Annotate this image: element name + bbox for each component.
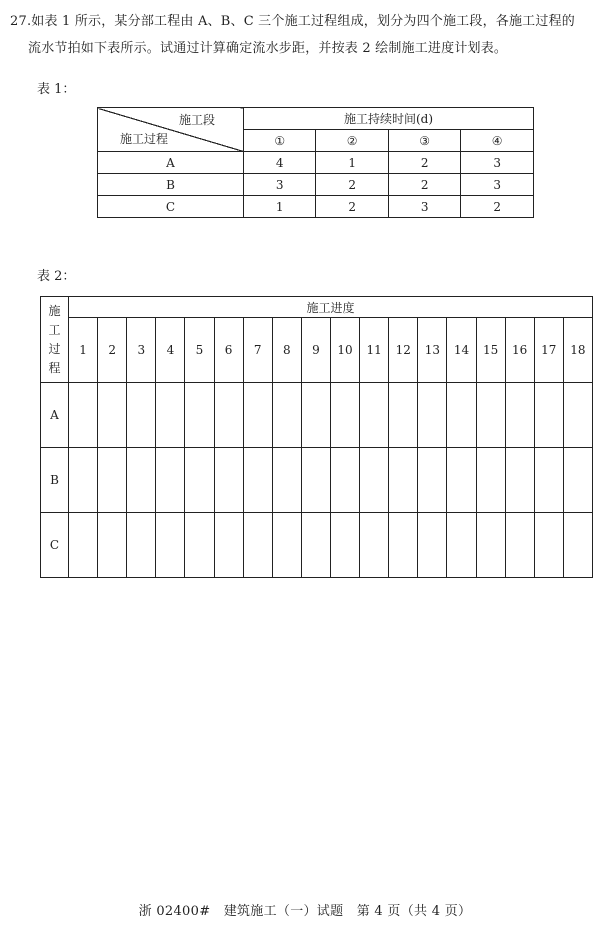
table2-cell[interactable] (330, 513, 359, 578)
table2-process: A (41, 383, 69, 448)
table2-cell[interactable] (185, 383, 214, 448)
table2-day-header: 12 (389, 318, 418, 383)
table2-cell[interactable] (447, 383, 476, 448)
table2-process: B (41, 448, 69, 513)
table1-segment: ③ (388, 130, 460, 152)
table2-cell[interactable] (98, 513, 127, 578)
page-footer: 浙 02400# 建筑施工（一）试题 第 4 页（共 4 页） (138, 904, 472, 919)
table2-cell[interactable] (214, 383, 243, 448)
table2-day-header: 10 (330, 318, 359, 383)
table2-day-header: 13 (418, 318, 447, 383)
table1-process: B (98, 174, 244, 196)
table1-duration-header: 施工持续时间(d) (244, 108, 534, 130)
table2-cell[interactable] (389, 513, 418, 578)
table2-cell[interactable] (301, 448, 330, 513)
table2-process: C (41, 513, 69, 578)
table2-cell[interactable] (476, 383, 505, 448)
table2-cell[interactable] (272, 383, 301, 448)
table2-cell[interactable] (360, 513, 389, 578)
table2-day-header: 11 (360, 318, 389, 383)
table2-process-header-char: 施 (48, 303, 61, 318)
table2-day-header: 5 (185, 318, 214, 383)
table2-cell[interactable] (505, 448, 534, 513)
table2-cell[interactable] (330, 448, 359, 513)
table2-cell[interactable] (69, 513, 98, 578)
table1-cell: 2 (388, 152, 460, 174)
table2-cell[interactable] (505, 383, 534, 448)
table1-segment: ② (316, 130, 388, 152)
table2-cell[interactable] (476, 513, 505, 578)
table1-cell: 3 (388, 196, 460, 218)
table2-cell[interactable] (272, 513, 301, 578)
table2-cell[interactable] (534, 513, 563, 578)
table2-cell[interactable] (330, 383, 359, 448)
table2-cell[interactable] (272, 448, 301, 513)
table2-cell[interactable] (563, 383, 592, 448)
table2-cell[interactable] (69, 448, 98, 513)
table2-cell[interactable] (505, 513, 534, 578)
table2-cell[interactable] (127, 513, 156, 578)
table2-day-header: 6 (214, 318, 243, 383)
table2-cell[interactable] (534, 448, 563, 513)
table2-day-header: 8 (272, 318, 301, 383)
table2 (40, 296, 593, 578)
table1-corner-cell (98, 108, 244, 152)
table1-cell: 2 (388, 174, 460, 196)
table2-cell[interactable] (243, 383, 272, 448)
table2-caption: 表 2： (37, 269, 76, 284)
table2-cell[interactable] (127, 448, 156, 513)
table2-day-header: 16 (505, 318, 534, 383)
table1-cell: 2 (316, 196, 388, 218)
table2-cell[interactable] (156, 448, 185, 513)
question-line-1 (10, 8, 602, 35)
table2-day-header: 7 (243, 318, 272, 383)
table2-day-header: 14 (447, 318, 476, 383)
question-line-1-text: 如表 1 所示，某分部工程由 A、B、C 三个施工过程组成，划分为四个施工段，各施工过程的 (31, 14, 575, 29)
table2-process-header-char: 过 (48, 341, 61, 356)
table2-day-header: 3 (127, 318, 156, 383)
table2-cell[interactable] (185, 513, 214, 578)
table2-progress-header: 施工进度 (69, 297, 593, 318)
table1-segment: ④ (461, 130, 534, 152)
table2-day-header: 2 (98, 318, 127, 383)
table2-cell[interactable] (563, 513, 592, 578)
question-line-2: 流水节拍如下表所示。试通过计算确定流水步距，并按表 2 绘制施工进度计划表。 (28, 41, 508, 56)
table2-cell[interactable] (418, 448, 447, 513)
table1-cell: 2 (316, 174, 388, 196)
table2-cell[interactable] (69, 383, 98, 448)
table2-cell[interactable] (534, 383, 563, 448)
table2-day-header: 9 (301, 318, 330, 383)
table1-caption: 表 1： (37, 82, 76, 97)
table2-cell[interactable] (185, 448, 214, 513)
table1-cell: 3 (244, 174, 316, 196)
table2-cell[interactable] (360, 448, 389, 513)
table1-cell: 4 (244, 152, 316, 174)
table1-process: A (98, 152, 244, 174)
table2-cell[interactable] (476, 448, 505, 513)
table2-cell[interactable] (447, 448, 476, 513)
table2-day-header: 15 (476, 318, 505, 383)
table2-process-header-char: 程 (48, 360, 61, 375)
table2-day-header: 4 (156, 318, 185, 383)
question-number: 27. (10, 14, 32, 29)
table2-days-row (41, 318, 593, 383)
table1-cell: 2 (461, 196, 534, 218)
table1-corner-bottom: 施工过程 (120, 132, 169, 146)
table2-cell[interactable] (301, 513, 330, 578)
table2-cell[interactable] (214, 448, 243, 513)
table2-cell[interactable] (243, 513, 272, 578)
table1-cell: 1 (244, 196, 316, 218)
table2-cell[interactable] (127, 383, 156, 448)
table2-cell[interactable] (156, 383, 185, 448)
table1-segment: ① (244, 130, 316, 152)
table2-day-header: 18 (563, 318, 592, 383)
table2-cell[interactable] (447, 513, 476, 578)
table2-day-header: 17 (534, 318, 563, 383)
table1-cell: 3 (461, 174, 534, 196)
table2-row (41, 513, 593, 578)
table2-cell[interactable] (301, 383, 330, 448)
table1-row (98, 196, 534, 218)
table2-cell[interactable] (418, 513, 447, 578)
table2-cell[interactable] (563, 448, 592, 513)
table1 (97, 107, 534, 218)
table2-cell[interactable] (156, 513, 185, 578)
table2-row (41, 448, 593, 513)
table1-cell: 3 (461, 152, 534, 174)
table1-row (98, 152, 534, 174)
table2-cell[interactable] (98, 448, 127, 513)
table2-cell[interactable] (98, 383, 127, 448)
table1-corner-top: 施工段 (178, 113, 215, 127)
table2-day-header: 1 (69, 318, 98, 383)
table2-cell[interactable] (418, 383, 447, 448)
table2-row (41, 383, 593, 448)
table2-cell[interactable] (389, 448, 418, 513)
table1-process: C (98, 196, 244, 218)
table1-row (98, 174, 534, 196)
table2-cell[interactable] (389, 383, 418, 448)
table2-process-header (41, 297, 69, 383)
table2-cell[interactable] (360, 383, 389, 448)
question-text (10, 8, 602, 62)
table2-cell[interactable] (243, 448, 272, 513)
table2-process-header-char: 工 (48, 322, 61, 337)
table1-cell: 1 (316, 152, 388, 174)
table2-cell[interactable] (214, 513, 243, 578)
